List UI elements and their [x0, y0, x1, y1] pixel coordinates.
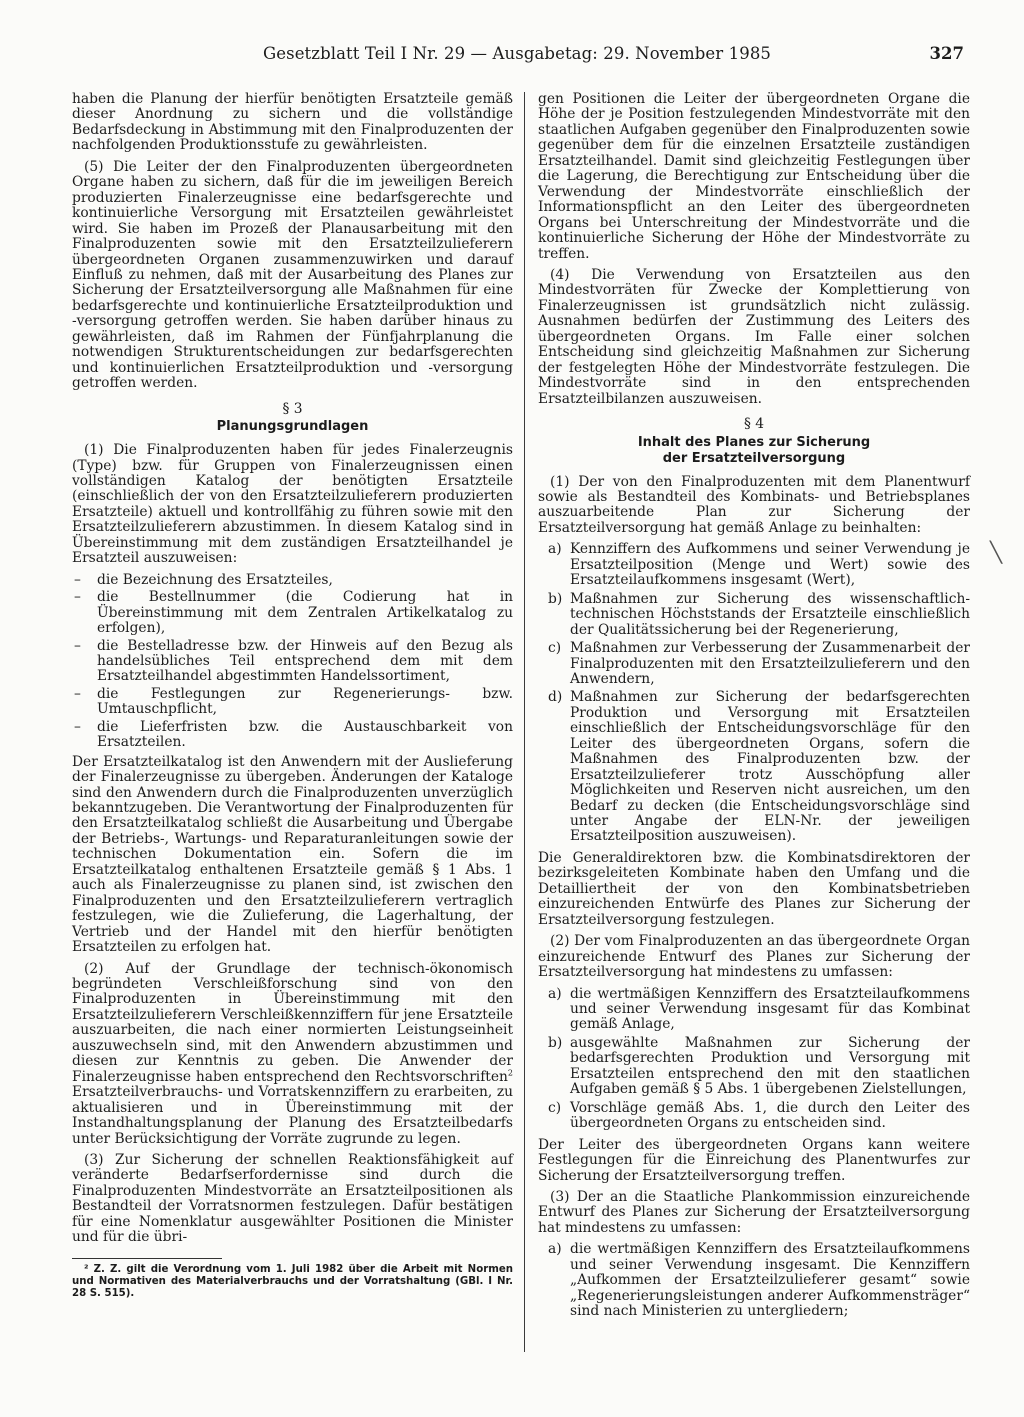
left-column — [72, 92, 513, 1300]
list-marker: a) — [548, 985, 562, 1002]
margin-mark-icon: ╲ — [989, 540, 1002, 564]
right-column — [538, 92, 970, 1326]
list-marker: c) — [548, 1099, 562, 1116]
paragraph: (1) Die Finalproduzenten haben für jedes Finalerzeugnis (Type) bzw. für Gruppen von Finalerzeugnissen einen vollständigen Katalog der benötigten Ersatzteile (einschließlich der von den Ersatzteilzulieferern produzierten Ersatzteile) aktuell und kontrollfähig zu führen sowie mit den Ersatzteilzulieferern abzustimmen. In diesem Katalog sind in Übereinstimmung mit dem zuständigen Ersatzteilhandel je Ersatzteil auszuweisen: — [72, 442, 513, 567]
section-number: § 4 — [743, 416, 765, 433]
alpha-list — [538, 987, 970, 1132]
paragraph: (3) Der an die Staatliche Plankommission einzureichende Entwurf des Planes zur Sicherung der Ersatzteilversorgung hat mindestens zu umfassen: — [538, 1189, 970, 1236]
page-header — [70, 44, 964, 68]
header-title: Gesetzblatt Teil I Nr. 29 — Ausgabetag: 29. November 1985 — [262, 44, 772, 63]
paragraph: Die Generaldirektoren bzw. die Kombinatsdirektoren der bezirksgeleiteten Kombinate haben den Umfang und die Detailliertheit der von den Kombinatsbetrieben einzureichenden Entwürfe des Planes zur Sicherung der Ersatzteilversorgung festzulegen. — [538, 849, 970, 928]
paragraph: Der Leiter des übergeordneten Organs kann weitere Festlegungen für die Einreichung des Planentwurfes zur Sicherung der Ersatzteilversorgung treffen. — [538, 1136, 970, 1184]
paragraph: gen Positionen die Leiter der übergeordneten Organe die Höhe der je Position festzulegenden Mindestvorräte mit den staatlichen Aufgaben gegenüber den Finalproduzenten sowie gegenüber dem für die einzelnen Ersatzteile zuständigen Ersatzteilhandel. Damit sind gleichzeitig Festlegungen über die Lagerung, die Berechtigung zur Entscheidung über die Verwendung der Mindestvorräte einschließlich der Informationspflicht an den Leiter des übergeordneten Organs bei Unterschreitung der Mindestvorräte und die kontinuierliche Sicherung der Höhe der Mindestvorräte zu treffen. — [538, 91, 970, 262]
paragraph: haben die Planung der hierfür benötigten Ersatzteile gemäß dieser Anordnung zu sichern und die vollständige Bedarfsdeckung in Abstimmung mit den Finalproduzenten der nachfolgenden Produktionsstufe zu gewährleisten. — [72, 91, 513, 154]
list-item — [538, 641, 970, 687]
paragraph: (1) Der von den Finalproduzenten mit dem Planentwurf sowie als Bestandteil des Kombinats- und Betriebsplanes auszuarbeitende Plan zur Sicherung der Ersatzteilversorgung hat gemäß Anlage zu beinhalten: — [538, 473, 970, 536]
paragraph: Der Ersatzteilkatalog ist den Anwendern mit der Auslieferung der Finalerzeugnisse zu übergeben. Änderungen der Kataloge sind den Anwendern durch die Finalproduzenten unverzüglich bekanntzugeben. Die Verantwortung der Finalproduzenten für den Ersatzteilkatalog schließt die Ausarbeitung und Übergabe der Betriebs-, Wartungs- und Reparaturanleitungen sowie der technischen Dokumentation ein. Sofern die im Ersatzteilkatalog enthaltenen Ersatzteile gemäß § 1 Abs. 1 auch als Finalerzeugnisse zu planen sind, ist zwischen den Finalproduzenten und den Ersatzteilzulieferern vertraglich festzulegen, wie die Zulieferung, die Lagerhaltung, der Vertrieb und der Handel mit den hierfür benötigten Ersatzteilen zu erfolgen hat. — [72, 753, 513, 956]
list-item — [538, 690, 970, 845]
list-text: die wertmäßigen Kennziffern des Ersatzteilaufkommens und seiner Verwendung insgesamt für das Kombinat gemäß Anlage, — [570, 985, 970, 1033]
paragraph: (4) Die Verwendung von Ersatzteilen aus den Mindestvorräten für Zwecke der Komplettierung von Finalerzeugnissen ist grundsätzlich nicht zulässig. Ausnahmen bedürfen der Zustimmung des Leiters des übergeordneten Organs. Im Falle einer solchen Entscheidung sind gleichzeitig Maßnahmen zur Sicherung der festgelegten Höhe der Mindestvorräte festzulegen. Die Mindestvorräte sind in den entsprechenden Ersatzteilbilanzen auszuweisen. — [538, 266, 970, 407]
list-text: Maßnahmen zur Sicherung der bedarfsgerechten Produktion und Versorgung mit Ersatzteilen einschließlich der Entscheidungsvorschläge für den Leiter des übergeordneten Organs, sofern die Maßnahmen des Finalproduzenten bzw. der Ersatzteilzulieferer trotz Ausschöpfung aller Möglichkeiten und Reserven nicht ausreichen, um den Bedarf zu decken (die Entscheidungsvorschläge sind unter Angabe der ELN-Nr. der jeweiligen Ersatzteilposition auszuweisen). — [570, 689, 970, 845]
paragraph: (2) Der vom Finalproduzenten an das übergeordnete Organ einzureichende Entwurf des Planes zur Sicherung der Ersatzteilversorgung hat mindestens zu umfassen: — [538, 933, 970, 981]
paragraph-text: (2) Auf der Grundlage der technisch-ökonomisch begründeten Verschleißforschung sind von den Finalproduzenten in Übereinstimmung mit den Ersatzteilzulieferern Verschleißkennziffern für jene Ersatzteile auszuarbeiten, die nach einer normierten Leistungseinheit auszuwechseln sind, mit den Anwendern abzustimmen und diesen zur Kenntnis zu geben. Die Anwender der Finalerzeugnisse haben entsprechend den Rechtsvorschriften — [72, 960, 513, 1085]
alpha-list — [538, 542, 970, 845]
list-item — [538, 542, 970, 588]
list-text: Vorschläge gemäß Abs. 1, die durch den Leiter des übergeordneten Organs zu entscheiden sind. — [570, 1099, 970, 1132]
list-marker: b) — [548, 1034, 563, 1051]
section-heading: Planungsgrundlagen — [216, 419, 369, 435]
list-text: die wertmäßigen Kennziffern des Ersatzteilaufkommens und seiner Verwendung insgesamt. Die Kennziffern „Aufkommen der Ersatzteilzulieferer gesamt“ sowie „Regenerierungsleistungen anderer Aufkommensträger“ sind nach Ministerien zu untergliedern; — [570, 1241, 970, 1320]
alpha-list — [538, 1242, 970, 1319]
list-marker: a) — [548, 541, 562, 558]
list-text: Kennziffern des Aufkommens und seiner Verwendung je Ersatzteilposition (Menge und Wert) sowie des Ersatzteilaufkommens insgesamt (Wert), — [570, 541, 970, 589]
list-item: – die Festlegungen zur Regenerierungs- bzw. Umtauschpflicht, — [72, 687, 513, 718]
list-text: Maßnahmen zur Verbesserung der Zusammenarbeit der Finalproduzenten mit den Ersatzteilzulieferern und den Anwendern, — [570, 640, 970, 687]
list-marker: a) — [548, 1241, 562, 1258]
list-item — [538, 1242, 970, 1319]
column-divider — [524, 92, 525, 1352]
list-marker: c) — [548, 640, 562, 657]
paragraph-text: Ersatzteilverbrauchs- und Vorratskennziffern zu erarbeiten, zu aktualisieren und in Übereinstimmung mit der Instandhaltungsplanung der Planung des Ersatzteilbedarfs unter Berücksichtigung der Vorräte zugrunde zu legen. — [72, 1084, 513, 1147]
section-number: § 3 — [282, 400, 303, 417]
list-item — [538, 592, 970, 638]
list-item: – die Bezeichnung des Ersatzteiles, — [72, 573, 513, 588]
list-marker: b) — [548, 590, 563, 607]
footnote: ² Z. Z. gilt die Verordnung vom 1. Juli 1982 über die Arbeit mit Normen und Normativen des Materialverbrauchs und der Vorratshaltung (GBl. I Nr. 28 S. 515). — [72, 1263, 513, 1299]
list-text: ausgewählte Maßnahmen zur Sicherung der bedarfsgerechten Produktion und Versorgung mit Ersatzteilen entsprechend den mit den staatlichen Aufgaben gemäß § 5 Abs. 1 übergebenen Zielstellungen, — [570, 1034, 970, 1098]
list-item: – die Lieferfristen bzw. die Austauschbarkeit von Ersatzteilen. — [72, 720, 513, 751]
page-number: 327 — [929, 44, 964, 63]
footnote-separator — [72, 1258, 222, 1259]
list-item: – die Bestelladresse bzw. der Hinweis auf den Bezug als handelsübliches Teil entsprechend dem mit dem Ersatzteilhandel abgestimmten Handelssortiment, — [72, 639, 513, 685]
list-item — [538, 1101, 970, 1132]
paragraph: (3) Zur Sicherung der schnellen Reaktionsfähigkeit auf veränderte Bedarfserfordernisse sind durch die Finalproduzenten Mindestvorräte an Ersatzteilpositionen als Bestandteil der Vorratsnormen festzulegen. Dafür bestätigen für eine Nomenklatur ausgewählter Positionen die Minister und für die übri- — [72, 1152, 513, 1246]
footnote-ref: 2 — [507, 1068, 513, 1078]
list-text: Maßnahmen zur Sicherung des wissenschaftlich-technischen Höchststands der Ersatzteile einschließlich der Qualitätssicherung bei der Regenerierung, — [570, 590, 970, 638]
list-item — [538, 987, 970, 1033]
section-heading-line: der Ersatzteilversorgung — [662, 450, 846, 466]
paragraph — [72, 962, 513, 1147]
section-heading — [538, 435, 970, 467]
paragraph: (5) Die Leiter der den Finalproduzenten übergeordneten Organe haben zu sichern, daß für die im jeweiligen Bereich produzierten Finalerzeugnisse eine bedarfsgerechte und kontinuierliche Versorgung mit Ersatzteilen gewährleistet wird. Sie haben im Prozeß der Planausarbeitung mit den Finalproduzenten sowie mit den Ersatzteilzulieferern übergeordneten Organen zusammenzuwirken und darauf Einfluß zu nehmen, daß mit der Ausarbeitung des Planes zur Sicherung der Ersatzteilversorgung alle Maßnahmen für eine bedarfsgerechte und kontinuierliche Ersatzteilproduktion und -versorgung getroffen werden. Sie haben darüber hinaus zu gewährleisten, daß im Rahmen der Fünfjahrplanung die notwendigen Strukturentscheidungen zur bedarfsgerechten und kontinuierlichen Ersatzteilproduktion und -versorgung getroffen werden. — [72, 158, 513, 392]
list-item: – die Bestellnummer (die Codierung hat in Übereinstimmung mit dem Zentralen Artikelkatalog zu erfolgen), — [72, 590, 513, 636]
list-marker: d) — [548, 689, 563, 706]
dash-list — [72, 573, 513, 751]
section-heading-line: Inhalt des Planes zur Sicherung — [637, 434, 871, 450]
list-item — [538, 1036, 970, 1098]
